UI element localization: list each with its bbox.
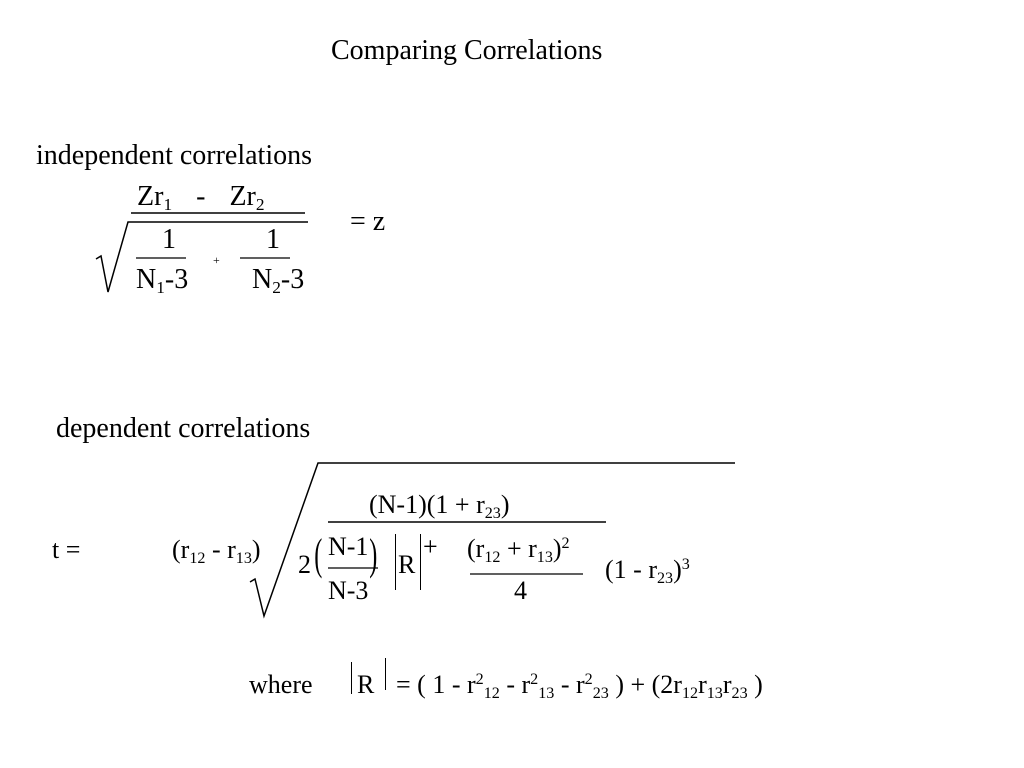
determinant-r: R (398, 550, 416, 579)
where-label: where (249, 670, 313, 699)
independent-plus: + (213, 253, 220, 267)
plus-sign: + (423, 532, 438, 561)
factor-two: 2 (298, 550, 311, 579)
independent-right-denominator: $N_2-3$ (252, 264, 305, 298)
independent-right-numerator: 1 (266, 224, 280, 255)
t-equals: t = (52, 535, 81, 564)
page-title: Comparing Correlations (331, 35, 603, 66)
independent-radical (96, 222, 308, 298)
n-minus-one: N-1 (328, 532, 369, 561)
n-minus-three: N-3 (328, 576, 369, 605)
where-r: R (357, 670, 375, 699)
right-paren: ) (369, 530, 378, 579)
independent-numerator: $Zr_1 - Zr_2$ (137, 181, 265, 215)
correlation-difference: $(r_{12} - r_{13})$ (172, 535, 261, 567)
independent-result: = z (350, 206, 386, 237)
dependent-heading: dependent correlations (56, 413, 311, 444)
tail-term: $(1 - r_{23})^3$ (605, 555, 690, 587)
determinant-expansion: = ( $1 - r^2_{12} - r^2_{13} - r^2_{23}$ ) + ($2r_{12}r_{13}r_{23}$ ) (396, 670, 763, 702)
independent-left-denominator: $N_1-3$ (136, 264, 189, 298)
dependent-radical (250, 463, 735, 616)
independent-left-numerator: 1 (162, 224, 176, 255)
denominator-four: 4 (514, 576, 527, 605)
dependent-top-numerator: $(N-1)(1 + r_{23})$ (369, 490, 510, 522)
independent-heading: independent correlations (36, 140, 313, 171)
sum-squared: $(r_{12} + r_{13})^2$ (467, 534, 570, 566)
left-paren: ( (314, 530, 323, 579)
